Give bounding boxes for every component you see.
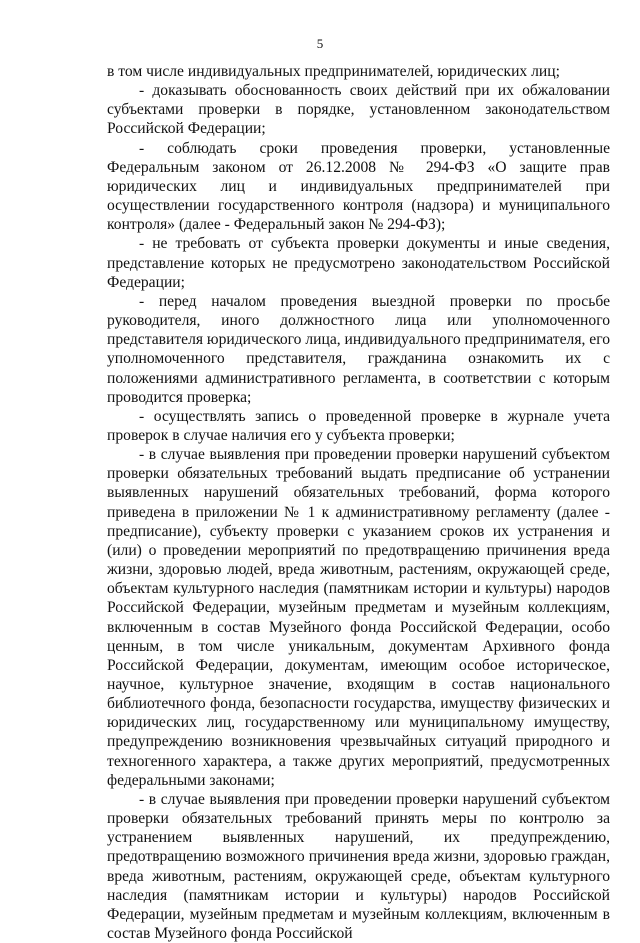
paragraph-issue-prescription: - в случае выявления при проведении проверки нарушений субъектом проверки обязательных требований выдать предписание об устранении выявленных нарушений обязательных требований, форма которого приведена в приложении № 1 к административному регламенту (далее - предписание), субъекту проверки с указанием сроков их устранения и (или) о проведении мероприятий по предотвращению причинения вреда жизни, здоровью людей, вреда животным, растениям, окружающей среде, объектам культурного наследия (памятникам истории и культуры) народов Российской Федерации, музейным предметам и музейным коллекциям, включенным в состав Музейного фонда Российской Федерации, особо ценным, в том числе уникальным, документам Архивного фонда Российской Федерации, документам, имеющим особое историческое, научное, культурное значение, входящим в состав национального библиотечного фонда, безопасности государства, имуществу физических и юридических лиц, государственному или муниципальному имуществу, предупреждению возникновения чрезвычайных ситуаций природного и техногенного характера, а также других мероприятий, предусмотренных федеральными законами; [107, 446, 610, 789]
paragraph-no-extra-documents: - не требовать от субъекта проверки документы и иные сведения, представление которых не предусмотрено законодательством Российской Федерации; [107, 235, 610, 291]
document-body [107, 62, 610, 943]
paragraph-inspection-log-entry: - осуществлять запись о проведенной проверке в журнале учета проверок в случае наличия его у субъекта проверки; [107, 407, 610, 444]
paragraph-inspection-deadlines: - соблюдать сроки проведения проверки, установленные Федеральным законом от 26.12.2008 № 294-ФЗ «О защите прав юридических лиц и индивидуальных предпринимателей при осуществлении государственного контроля (надзора) и муниципального контроля» (далее - Федеральный закон № 294-ФЗ); [107, 139, 610, 234]
paragraph-continuation: в том числе индивидуальных предпринимателей, юридических лиц; [107, 63, 560, 80]
page-number: 5 [316, 36, 324, 51]
paragraph-familiarize-regulation: - перед началом проведения выездной проверки по просьбе руководителя, иного должностного лица или уполномоченного представителя юридического лица, индивидуального предпринимателя, его уполномоченного представителя, гражданина ознакомить их с положениями административного регламента, в соответствии с которым проводится проверка; [107, 292, 611, 406]
paragraph-justify-actions: - доказывать обоснованность своих действий при их обжаловании субъектами проверки в порядке, установленном законодательством Российской Федерации; [107, 82, 610, 138]
paragraph-control-measures: - в случае выявления при проведении проверки нарушений субъектом проверки обязательных требований принять меры по контролю за устранением выявленных нарушений, их предупреждению, предотвращению возможного причинения вреда жизни, здоровью граждан, вреда животным, растениям, окружающей среде, объектам культурного наследия (памятникам истории и культуры) народов Российской Федерации, музейным предметам и музейным коллекциям, включенным в состав Музейного фонда Российской [107, 790, 610, 943]
